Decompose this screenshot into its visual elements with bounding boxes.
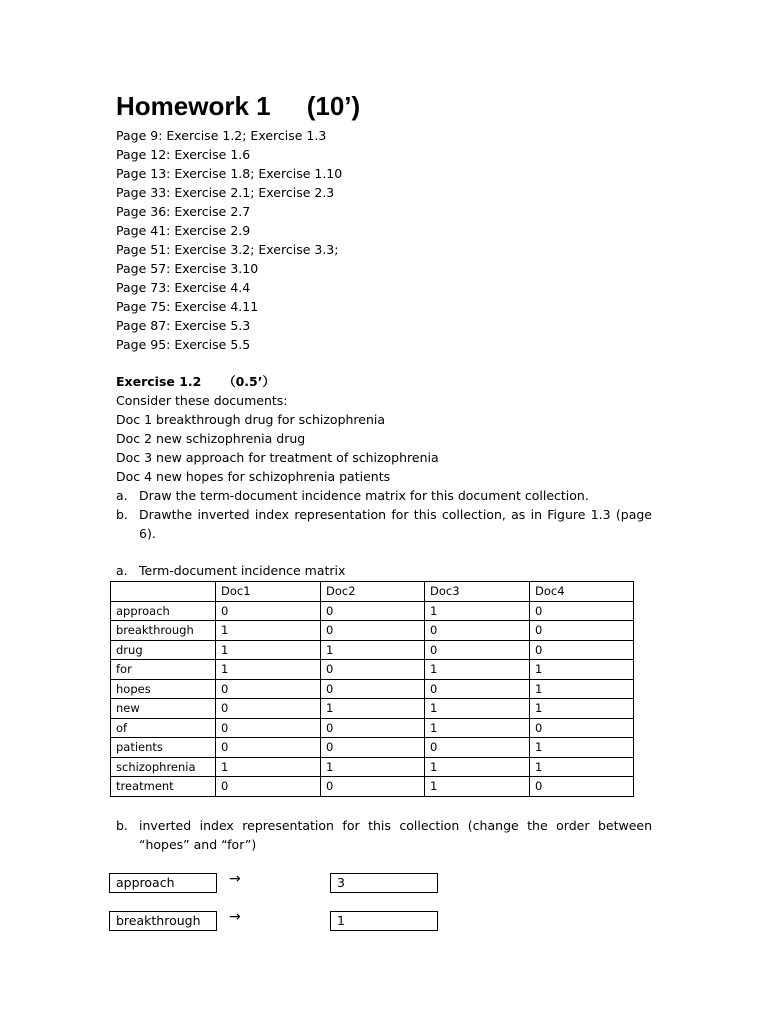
value-cell: 1 <box>530 679 634 699</box>
term-cell: drug <box>111 640 216 660</box>
value-cell: 0 <box>425 640 530 660</box>
term-cell: new <box>111 699 216 719</box>
inverted-index-heading <box>116 816 652 854</box>
value-cell: 0 <box>425 621 530 641</box>
value-cell: 0 <box>321 777 425 797</box>
header-cell: Doc4 <box>530 582 634 602</box>
task-label: b. <box>116 507 128 522</box>
assignment-item: Page 73: Exercise 4.4 <box>116 280 251 295</box>
assignment-item: Page 51: Exercise 3.2; Exercise 3.3; <box>116 242 339 257</box>
assignment-item: Page 87: Exercise 5.3 <box>116 318 251 333</box>
value-cell: 1 <box>530 757 634 777</box>
assignment-item: Page 95: Exercise 5.5 <box>116 337 251 352</box>
document-line: Doc 3 new approach for treatment of schizophrenia <box>116 450 439 465</box>
header-cell: Doc1 <box>216 582 321 602</box>
task-item <box>116 505 652 543</box>
value-cell: 0 <box>216 777 321 797</box>
value-cell: 0 <box>530 640 634 660</box>
header-cell: Doc3 <box>425 582 530 602</box>
table-row <box>111 718 634 738</box>
value-cell: 1 <box>321 640 425 660</box>
value-cell: 0 <box>425 738 530 758</box>
term-cell: approach <box>111 601 216 621</box>
value-cell: 0 <box>321 660 425 680</box>
value-cell: 0 <box>321 621 425 641</box>
matrix-caption <box>116 561 345 580</box>
assignment-item: Page 9: Exercise 1.2; Exercise 1.3 <box>116 128 327 143</box>
table-row <box>111 621 634 641</box>
assignment-item: Page 57: Exercise 3.10 <box>116 261 259 276</box>
exercise-intro: Consider these documents: <box>116 393 288 408</box>
term-box: approach <box>109 873 217 893</box>
value-cell: 1 <box>425 660 530 680</box>
matrix-caption-text: Term-document incidence matrix <box>139 563 346 578</box>
term-box: breakthrough <box>109 911 217 931</box>
exercise-title: Exercise 1.2 （0.5’） <box>116 374 276 389</box>
assignment-list <box>116 126 342 354</box>
assignment-item: Page 75: Exercise 4.11 <box>116 299 259 314</box>
table-row <box>111 738 634 758</box>
term-cell: hopes <box>111 679 216 699</box>
incidence-matrix-table <box>110 581 634 797</box>
task-text: Draw the term-document incidence matrix for this document collection. <box>139 488 589 503</box>
term-cell: for <box>111 660 216 680</box>
table-row <box>111 757 634 777</box>
value-cell: 0 <box>216 738 321 758</box>
value-cell: 1 <box>530 699 634 719</box>
term-cell: of <box>111 718 216 738</box>
assignment-item: Page 12: Exercise 1.6 <box>116 147 251 162</box>
value-cell: 1 <box>425 757 530 777</box>
value-cell: 1 <box>321 699 425 719</box>
arrow-icon: → <box>229 871 241 887</box>
postings-box: 1 <box>330 911 438 931</box>
value-cell: 1 <box>425 777 530 797</box>
value-cell: 1 <box>216 640 321 660</box>
task-item <box>116 486 652 505</box>
document-line: Doc 4 new hopes for schizophrenia patients <box>116 469 391 484</box>
value-cell: 1 <box>530 660 634 680</box>
term-cell: patients <box>111 738 216 758</box>
term-cell: treatment <box>111 777 216 797</box>
exercise-section <box>116 372 652 543</box>
value-cell: 1 <box>425 718 530 738</box>
term-cell: schizophrenia <box>111 757 216 777</box>
header-cell <box>111 582 216 602</box>
assignment-item: Page 36: Exercise 2.7 <box>116 204 251 219</box>
value-cell: 1 <box>530 738 634 758</box>
value-cell: 0 <box>530 621 634 641</box>
table-header-row <box>111 582 634 602</box>
value-cell: 0 <box>216 699 321 719</box>
matrix-caption-label: a. <box>116 563 128 578</box>
value-cell: 1 <box>425 699 530 719</box>
value-cell: 1 <box>216 621 321 641</box>
value-cell: 0 <box>321 738 425 758</box>
postings-box: 3 <box>330 873 438 893</box>
task-text: Drawthe inverted index representation for this collection, as in Figure 1.3 (page 6). <box>139 507 652 541</box>
inverted-index-text: inverted index representation for this collection (change the order between “hopes” and “for”) <box>139 818 652 852</box>
arrow-icon: → <box>229 909 241 925</box>
table-row <box>111 679 634 699</box>
value-cell: 1 <box>216 757 321 777</box>
value-cell: 0 <box>321 601 425 621</box>
value-cell: 0 <box>425 679 530 699</box>
table-row <box>111 640 634 660</box>
value-cell: 0 <box>321 718 425 738</box>
assignment-item: Page 13: Exercise 1.8; Exercise 1.10 <box>116 166 343 181</box>
value-cell: 0 <box>216 601 321 621</box>
term-cell: breakthrough <box>111 621 216 641</box>
document-line: Doc 1 breakthrough drug for schizophrenia <box>116 412 386 427</box>
assignment-item: Page 33: Exercise 2.1; Exercise 2.3 <box>116 185 335 200</box>
task-label: a. <box>116 488 128 503</box>
value-cell: 0 <box>216 718 321 738</box>
assignment-item: Page 41: Exercise 2.9 <box>116 223 251 238</box>
table-row <box>111 777 634 797</box>
header-cell: Doc2 <box>321 582 425 602</box>
value-cell: 0 <box>530 601 634 621</box>
value-cell: 1 <box>216 660 321 680</box>
document-line: Doc 2 new schizophrenia drug <box>116 431 306 446</box>
table-row <box>111 660 634 680</box>
inverted-index-label: b. <box>116 818 128 833</box>
value-cell: 0 <box>530 718 634 738</box>
value-cell: 0 <box>321 679 425 699</box>
value-cell: 1 <box>425 601 530 621</box>
table-row <box>111 601 634 621</box>
value-cell: 0 <box>216 679 321 699</box>
page-title: Homework 1 (10’) <box>116 91 361 121</box>
value-cell: 1 <box>321 757 425 777</box>
value-cell: 0 <box>530 777 634 797</box>
table-row <box>111 699 634 719</box>
